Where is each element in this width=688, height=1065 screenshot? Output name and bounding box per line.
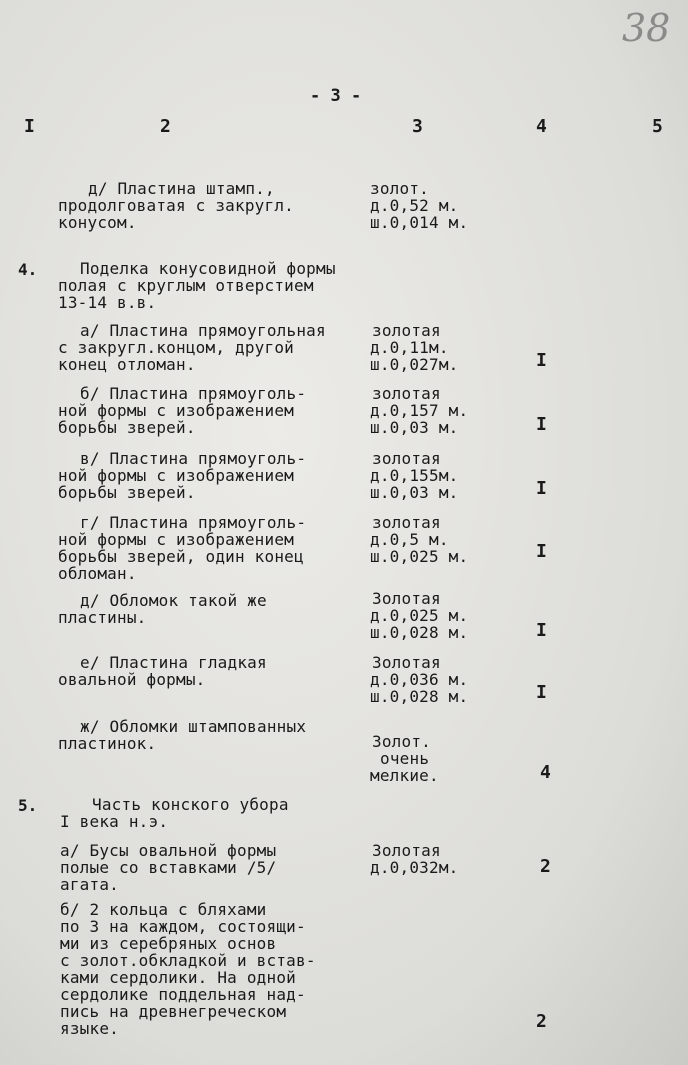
item-number: 5. — [18, 796, 38, 815]
item-quantity: 4 — [540, 762, 551, 783]
item-material-line: д.0,5 м. — [370, 530, 449, 549]
item-desc-line: Часть конского убора — [92, 795, 289, 814]
item-desc-line: д/ Обломок такой же — [80, 591, 267, 610]
item-material-line: золотая — [372, 449, 441, 468]
item-desc-line: борьбы зверей. — [58, 418, 196, 437]
item-material-line: ш.0,03 м. — [370, 418, 459, 437]
item-material-line: ш.0,03 м. — [370, 483, 459, 502]
item-desc-line: продолговатая с закругл. — [58, 196, 294, 215]
item-desc-line: с закругл.концом, другой — [58, 338, 294, 357]
item-desc-line: ми из серебряных основ — [60, 934, 277, 953]
item-material-line: д.0,52 м. — [370, 196, 459, 215]
item-desc-line: сердолике поддельная над- — [60, 985, 306, 1004]
item-desc-line: пись на древнегреческом — [60, 1002, 287, 1021]
item-desc-line: конец отломан. — [58, 355, 196, 374]
item-desc-line: а/ Пластина прямоугольная — [80, 321, 326, 340]
item-quantity: 2 — [540, 856, 551, 877]
item-desc-line: ками сердолики. На одной — [60, 968, 296, 987]
item-desc-line: пластинок. — [58, 734, 157, 753]
item-material-line: ш.0,028 м. — [370, 623, 469, 642]
item-quantity: I — [536, 541, 547, 562]
item-number: 4. — [18, 260, 38, 279]
item-material-line: мелкие. — [370, 766, 439, 785]
item-material-line: д.0,155м. — [370, 466, 459, 485]
item-desc-line: г/ Пластина прямоуголь- — [80, 513, 307, 532]
item-material-line: ш.0,014 м. — [370, 213, 469, 232]
item-material-line: ш.0,028 м. — [370, 687, 469, 706]
item-quantity: I — [536, 478, 547, 499]
item-material-line: Золотая — [372, 589, 441, 608]
item-material-line: д.0,025 м. — [370, 606, 469, 625]
item-desc-line: агата. — [60, 875, 119, 894]
item-desc-line: борьбы зверей, один конец — [58, 547, 304, 566]
item-desc-line: I века н.э. — [60, 812, 169, 831]
column-header-2: 2 — [160, 116, 171, 137]
item-desc-line: ной формы с изображением — [58, 530, 294, 549]
item-material-line: д.0,11м. — [370, 338, 449, 357]
item-desc-line: полые со вставками /5/ — [60, 858, 277, 877]
column-header-1: I — [24, 116, 35, 137]
item-desc-line: б/ Пластина прямоуголь- — [80, 384, 307, 403]
item-desc-line: б/ 2 кольца с бляхами — [60, 900, 267, 919]
item-desc-line: по 3 на каждом, состоящи- — [60, 917, 306, 936]
sheet-number: - 3 - — [310, 86, 362, 106]
item-desc-line: полая с круглым отверстием — [58, 276, 314, 295]
item-material-line: ш.0,025 м. — [370, 547, 469, 566]
item-quantity: I — [536, 350, 547, 371]
item-desc-line: пластины. — [58, 608, 147, 627]
item-desc-line: д/ Пластина штамп., — [88, 179, 275, 198]
item-quantity: I — [536, 414, 547, 435]
item-desc-line: в/ Пластина прямоуголь- — [80, 449, 307, 468]
item-material-line: Золот. — [372, 732, 431, 751]
item-desc-line: ной формы с изображением — [58, 466, 294, 485]
item-desc-line: а/ Бусы овальной формы — [60, 841, 277, 860]
item-desc-line: ной формы с изображением — [58, 401, 294, 420]
item-material-line: золот. — [370, 179, 429, 198]
item-material-line: д.0,157 м. — [370, 401, 469, 420]
item-desc-line: Поделка конусовидной формы — [80, 259, 336, 278]
item-desc-line: борьбы зверей. — [58, 483, 196, 502]
item-material-line: ш.0,027м. — [370, 355, 459, 374]
item-desc-line: е/ Пластина гладкая — [80, 653, 267, 672]
item-desc-line: ж/ Обломки штампованных — [80, 717, 307, 736]
item-material-line: золотая — [372, 513, 441, 532]
item-desc-line: 13-14 в.в. — [58, 293, 157, 312]
item-quantity: 2 — [536, 1011, 547, 1032]
item-desc-line: овальной формы. — [58, 670, 206, 689]
item-desc-line: языке. — [60, 1019, 119, 1038]
item-quantity: I — [536, 620, 547, 641]
item-material-line: д.0,036 м. — [370, 670, 469, 689]
item-material-line: золотая — [372, 321, 441, 340]
column-header-3: 3 — [412, 116, 423, 137]
item-desc-line: обломан. — [58, 564, 137, 583]
item-material-line: очень — [380, 749, 430, 768]
item-material-line: золотая — [372, 384, 441, 403]
item-material-line: Золотая — [372, 653, 441, 672]
item-quantity: I — [536, 682, 547, 703]
column-header-5: 5 — [652, 116, 663, 137]
column-header-4: 4 — [536, 116, 547, 137]
item-material-line: Золотая — [372, 841, 441, 860]
item-desc-line: с золот.обкладкой и встав- — [60, 951, 316, 970]
handwritten-page-number: 38 — [622, 6, 671, 50]
item-desc-line: конусом. — [58, 213, 137, 232]
item-material-line: д.0,032м. — [370, 858, 459, 877]
